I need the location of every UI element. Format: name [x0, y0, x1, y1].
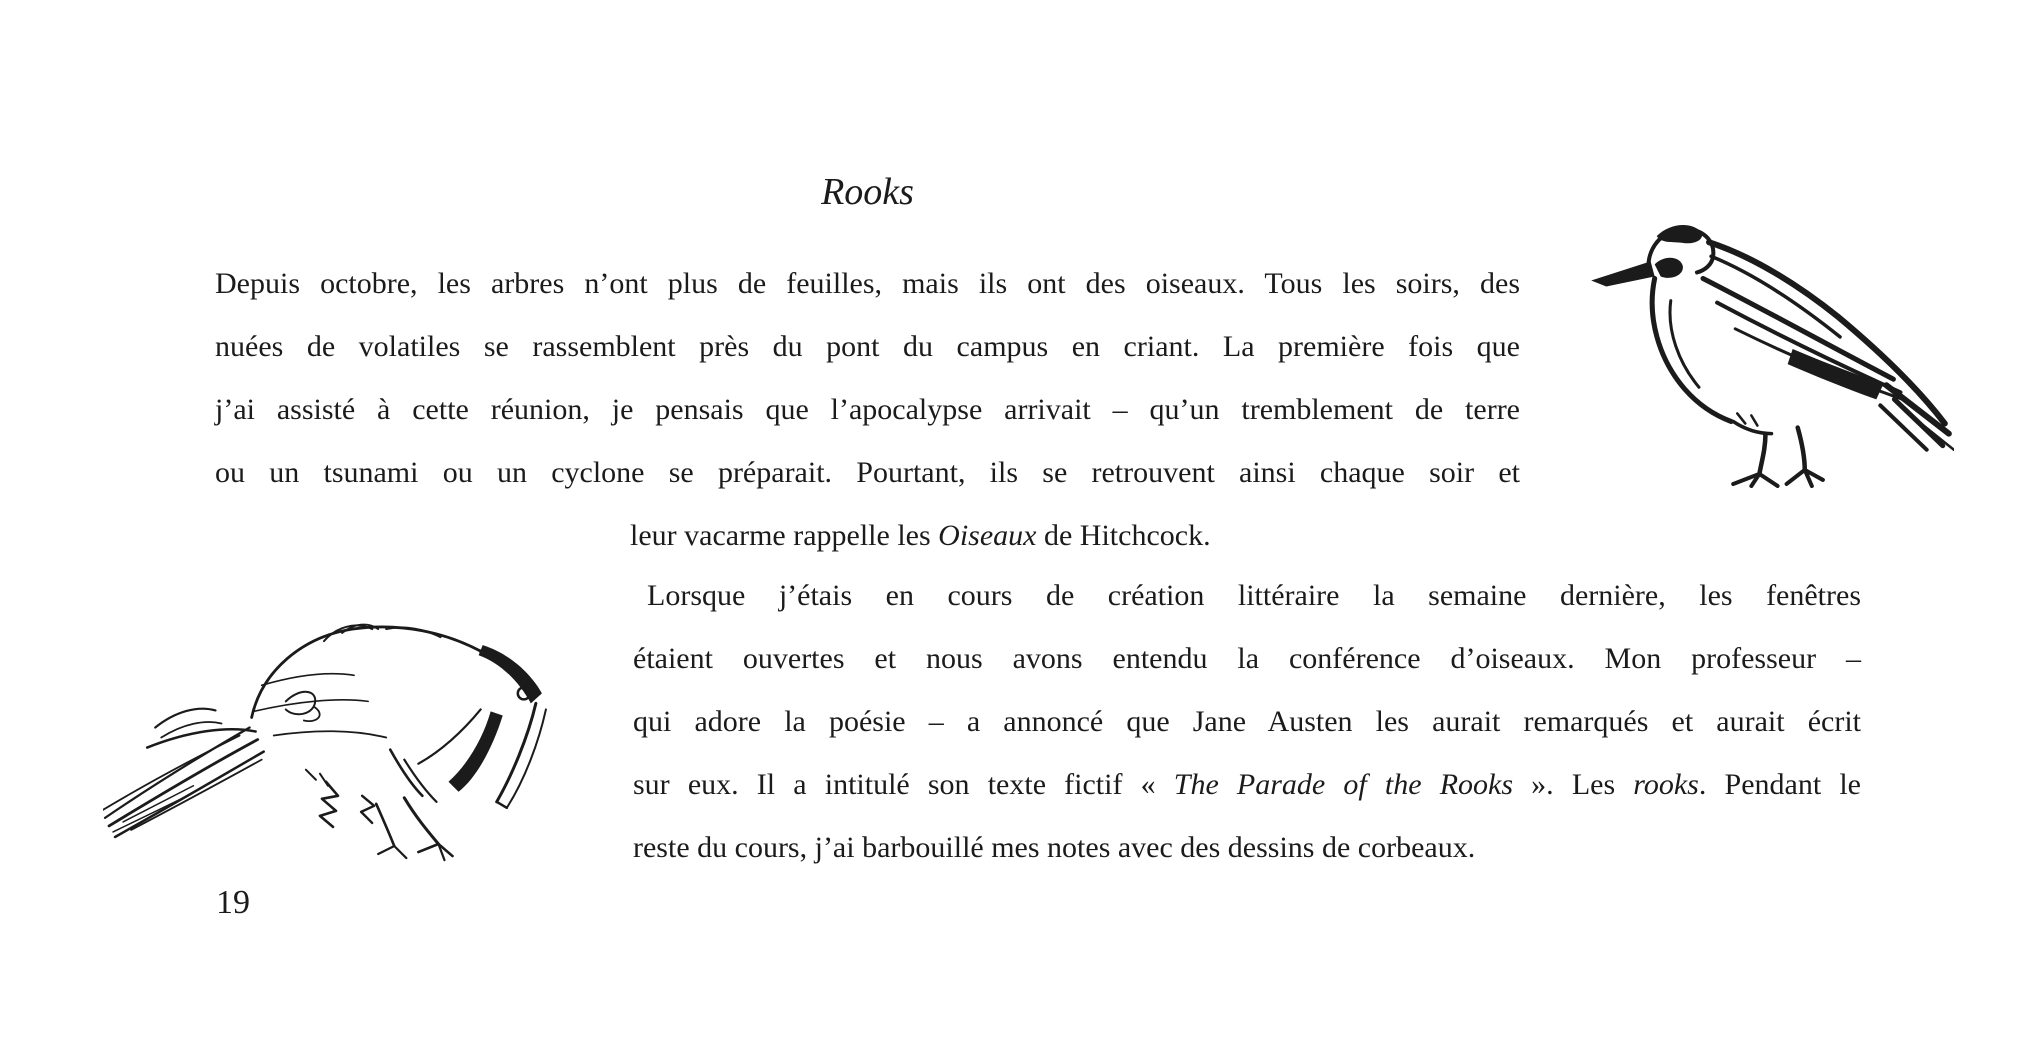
text-line: ou un tsunami ou un cyclone se préparait. Pourtant, ils se retrouvent ainsi chaque soir et: [215, 456, 1520, 489]
text-line: sur eux. Il a intitulé son texte fictif « The Parade of the Rooks ». Les rooks. Pendant le: [633, 768, 1861, 801]
text-line: nuées de volatiles se rassemblent près du pont du campus en criant. La première fois que: [215, 330, 1520, 363]
text-line: Depuis octobre, les arbres n’ont plus de feuilles, mais ils ont des oiseaux. Tous les soirs, des: [215, 267, 1520, 300]
text-line: leur vacarme rappelle les Oiseaux de Hitchcock.: [630, 519, 1211, 552]
text-line: reste du cours, j’ai barbouillé mes notes avec des dessins de corbeaux.: [633, 831, 1476, 864]
text-line: étaient ouvertes et nous avons entendu la conférence d’oiseaux. Mon professeur –: [633, 642, 1861, 675]
paragraph-1: [215, 252, 1520, 567]
rook-drawing-standing: [1586, 216, 1954, 488]
text-line: j’ai assisté à cette réunion, je pensais que l’apocalypse arrivait – qu’un tremblement de terre: [215, 393, 1520, 426]
paragraph-2: [633, 564, 1861, 879]
text-line: qui adore la poésie – a annoncé que Jane Austen les aurait remarqués et aurait écrit: [633, 705, 1861, 738]
text-line: Lorsque j’étais en cours de création littéraire la semaine dernière, les fenêtres: [647, 579, 1861, 612]
rook-drawing-pecking: [103, 588, 565, 866]
page-number: 19: [216, 884, 250, 921]
page-title: Rooks: [821, 171, 914, 213]
